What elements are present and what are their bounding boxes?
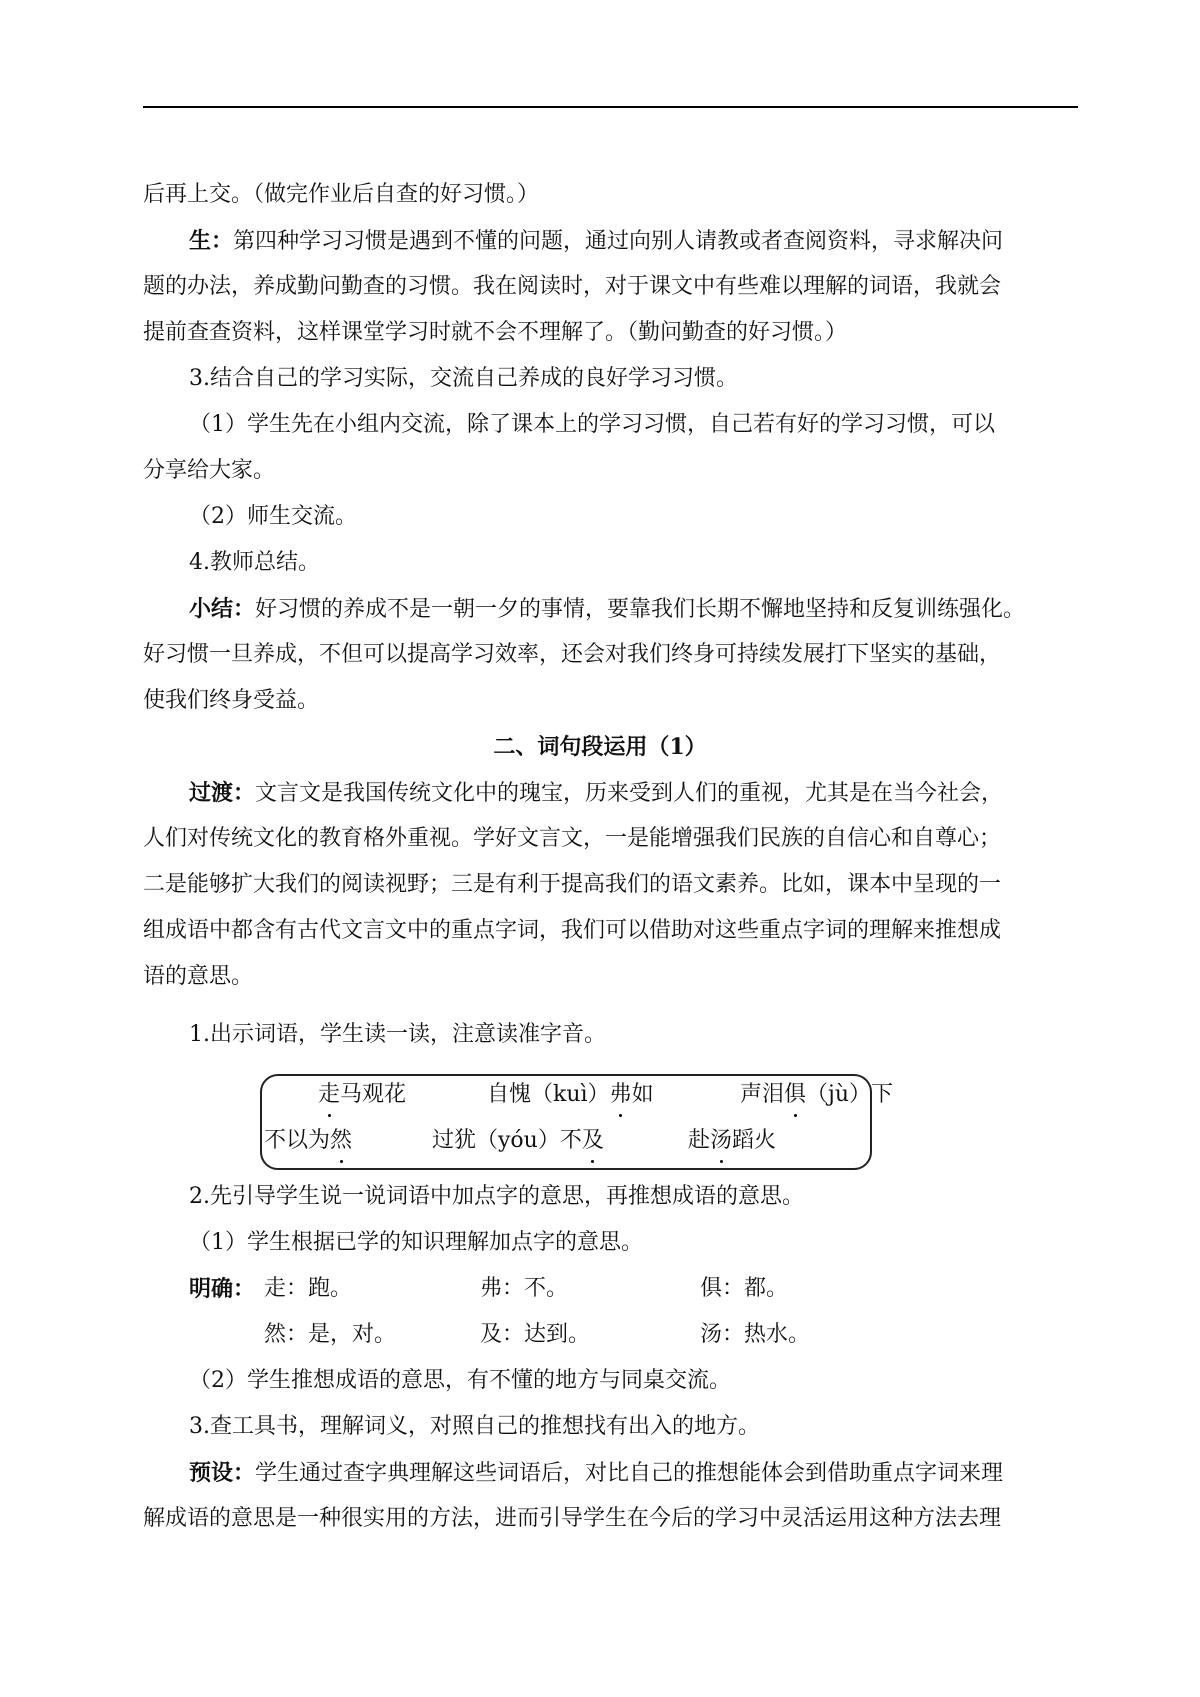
para-line: 后再上交。（做完作业后自查的好习惯。） <box>143 182 540 207</box>
idiom: 走马观花 <box>318 1080 406 1110</box>
transition-label: 过渡： <box>189 780 256 806</box>
para-line: 题的办法，养成勤问勤查的习惯。我在阅读时，对于课文中有些难以理解的词语，我就会 <box>143 274 1002 299</box>
idiom: 赴汤蹈火 <box>688 1126 776 1156</box>
idiom: 声泪俱（jù）下 <box>740 1080 893 1110</box>
para-line: 人们对传统文化的教育格外重视。学好文言文，一是能增强我们民族的自信心和自尊心； <box>143 826 1002 851</box>
para-line <box>189 594 1025 625</box>
para-line: 好习惯一旦养成，不但可以提高学习效率，还会对我们终身可持续发展打下坚实的基础， <box>143 642 1002 667</box>
para-line: 语的意思。 <box>143 964 254 989</box>
dotted-char: 汤 <box>710 1126 732 1156</box>
meaning-item: 汤：热水。 <box>700 1322 811 1347</box>
step-line: 1.出示词语，学生读一读，注意读准字音。 <box>189 1022 606 1047</box>
para-line: 解成语的意思是一种很实用的方法，进而引导学生在今后的学习中灵活运用这种方法去理 <box>143 1506 1002 1531</box>
para-line: （2）师生交流。 <box>189 504 357 529</box>
summary-label: 小结： <box>189 596 256 622</box>
para-line: 提前查查资料，这样课堂学习时就不会不理解了。（勤问勤查的好习惯。） <box>143 320 848 345</box>
idiom: 自愧（kuì）弗如 <box>487 1080 654 1110</box>
preset-label: 预设： <box>189 1460 256 1486</box>
meaning-item: 俱：都。 <box>700 1276 789 1301</box>
idiom: 不以为然 <box>264 1126 352 1156</box>
section-heading: 二、词句段运用（1） <box>493 734 707 760</box>
meaning-item: 弗：不。 <box>480 1276 569 1301</box>
para-line: 二是能够扩大我们的阅读视野；三是有利于提高我们的语文素养。比如，课本中呈现的一 <box>143 872 1002 897</box>
speaker-label: 生： <box>189 228 234 254</box>
step-line: 3.结合自己的学习实际，交流自己养成的良好学习习惯。 <box>189 366 738 391</box>
step-line: 2.先引导学生说一说词语中加点字的意思，再推想成语的意思。 <box>189 1184 804 1209</box>
para-line: 使我们终身受益。 <box>143 688 320 713</box>
step-line: 4.教师总结。 <box>189 550 320 575</box>
idiom: 过犹（yóu）不及 <box>432 1126 604 1156</box>
para-text: 第四种学习习惯是遇到不懂的问题，通过向别人请教或者查阅资料，寻求解决问 <box>233 229 1004 254</box>
dotted-char: 弗 <box>610 1080 632 1110</box>
dotted-char: 然 <box>330 1126 352 1156</box>
para-text: 好习惯的养成不是一朝一夕的事情，要靠我们长期不懈地坚持和反复训练强化。 <box>255 597 1026 622</box>
meaning-item: 然：是，对。 <box>264 1322 397 1347</box>
para-line: 分享给大家。 <box>143 458 276 483</box>
meaning-item: 及：达到。 <box>480 1322 591 1347</box>
header-rule <box>143 106 1078 108</box>
clarify-label: 明确： <box>189 1276 256 1302</box>
meaning-item: 走：跑。 <box>264 1276 353 1301</box>
para-text: 文言文是我国传统文化中的瑰宝，历来受到人们的重视，尤其是在当今社会， <box>255 781 1004 806</box>
para-line: （1）学生先在小组内交流，除了课本上的学习习惯，自己若有好的学习习惯，可以 <box>189 412 995 437</box>
dotted-char: 及 <box>582 1126 604 1156</box>
para-text: 学生通过查字典理解这些词语后，对比自己的推想能体会到借助重点字词来理 <box>255 1461 1004 1486</box>
dotted-char: 走 <box>318 1080 340 1110</box>
para-line: （1）学生根据已学的知识理解加点字的意思。 <box>189 1230 643 1255</box>
para-line <box>189 1458 1003 1489</box>
step-line: 3.查工具书，理解词义，对照自己的推想找有出入的地方。 <box>189 1414 760 1439</box>
dotted-char: 俱 <box>784 1080 806 1110</box>
para-line <box>189 778 1003 809</box>
para-line: 组成语中都含有古代文言文中的重点字词，我们可以借助对这些重点字词的理解来推想成 <box>143 918 1002 943</box>
para-line: （2）学生推想成语的意思，有不懂的地方与同桌交流。 <box>189 1368 731 1393</box>
para-line <box>189 226 1003 257</box>
